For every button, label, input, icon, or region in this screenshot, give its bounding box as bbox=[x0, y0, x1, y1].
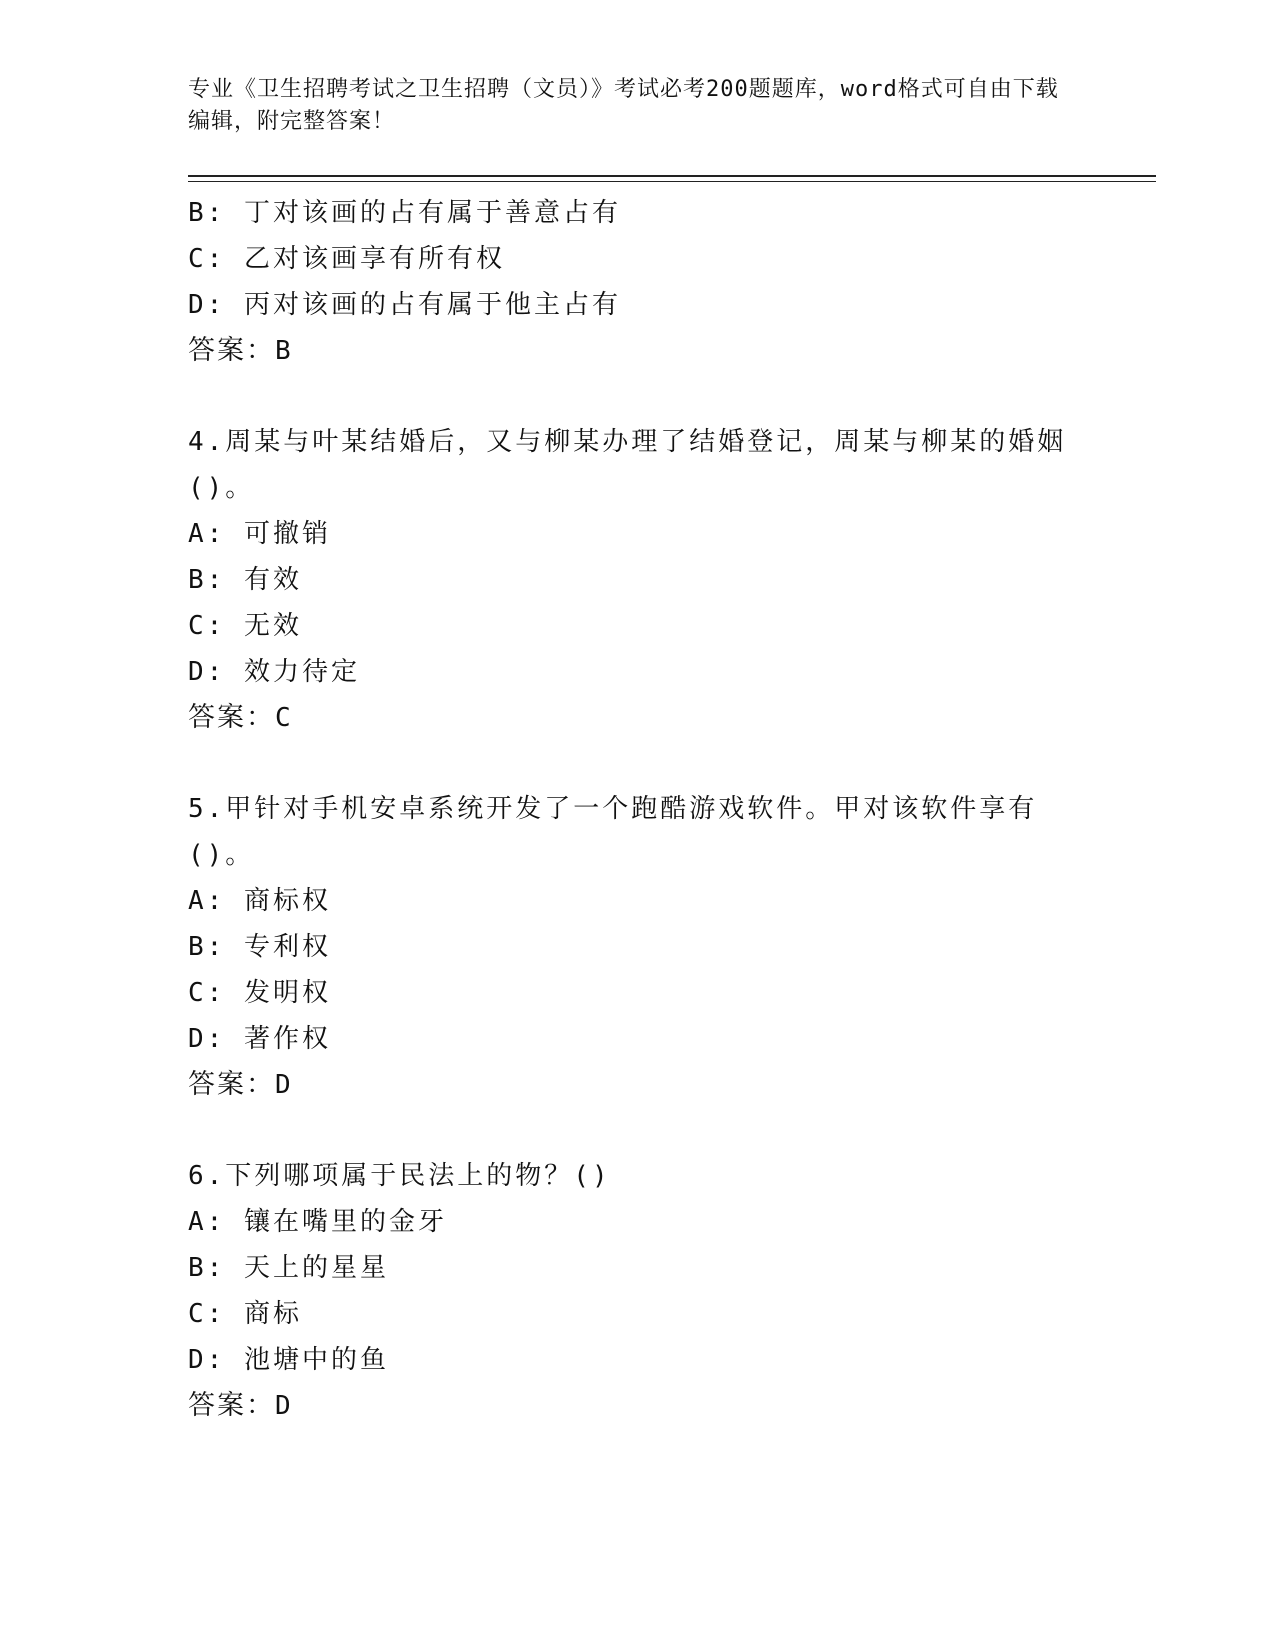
question-block-3 bbox=[188, 190, 1068, 374]
option-a: A: 可撤销 bbox=[188, 519, 331, 549]
option-c: C: 无效 bbox=[188, 611, 302, 641]
option-b: B: 专利权 bbox=[188, 932, 331, 962]
answer-line bbox=[188, 1383, 1068, 1429]
question-block-4 bbox=[188, 419, 1068, 741]
question-stem: 5.甲针对手机安卓系统开发了一个跑酷游戏软件。甲对该软件享有()。 bbox=[188, 794, 1038, 870]
option-c: C: 商标 bbox=[188, 1299, 302, 1329]
document-header: 专业《卫生招聘考试之卫生招聘（文员）》考试必考200题题库，word格式可自由下载编辑，附完整答案！ bbox=[188, 77, 1059, 134]
question-block-6 bbox=[188, 1153, 1068, 1429]
answer-label: 答案： bbox=[188, 702, 275, 733]
answer-value: B bbox=[275, 336, 293, 366]
answer-value: D bbox=[275, 1391, 293, 1421]
option-a: A: 镶在嘴里的金牙 bbox=[188, 1207, 447, 1237]
question-stem: 6.下列哪项属于民法上的物？() bbox=[188, 1161, 611, 1191]
option-d: D: 丙对该画的占有属于他主占有 bbox=[188, 290, 621, 320]
option-b: B: 天上的星星 bbox=[188, 1253, 389, 1283]
option-a: A: 商标权 bbox=[188, 886, 331, 916]
answer-line bbox=[188, 695, 1068, 741]
answer-label: 答案： bbox=[188, 335, 275, 366]
option-b: B: 有效 bbox=[188, 565, 302, 595]
option-d: D: 效力待定 bbox=[188, 657, 360, 687]
answer-line bbox=[188, 1062, 1068, 1108]
option-b: B: 丁对该画的占有属于善意占有 bbox=[188, 198, 621, 228]
question-block-5 bbox=[188, 786, 1068, 1108]
answer-value: D bbox=[275, 1070, 293, 1100]
option-c: C: 发明权 bbox=[188, 978, 331, 1008]
header-divider-thick bbox=[188, 175, 1156, 177]
option-c: C: 乙对该画享有所有权 bbox=[188, 244, 505, 274]
question-content bbox=[188, 190, 1068, 1429]
answer-label: 答案： bbox=[188, 1390, 275, 1421]
answer-label: 答案： bbox=[188, 1069, 275, 1100]
answer-line bbox=[188, 328, 1068, 374]
option-d: D: 著作权 bbox=[188, 1024, 331, 1054]
question-stem: 4.周某与叶某结婚后，又与柳某办理了结婚登记，周某与柳某的婚姻()。 bbox=[188, 427, 1067, 503]
answer-value: C bbox=[275, 703, 293, 733]
option-d: D: 池塘中的鱼 bbox=[188, 1345, 389, 1375]
header-divider-thin bbox=[188, 181, 1156, 182]
